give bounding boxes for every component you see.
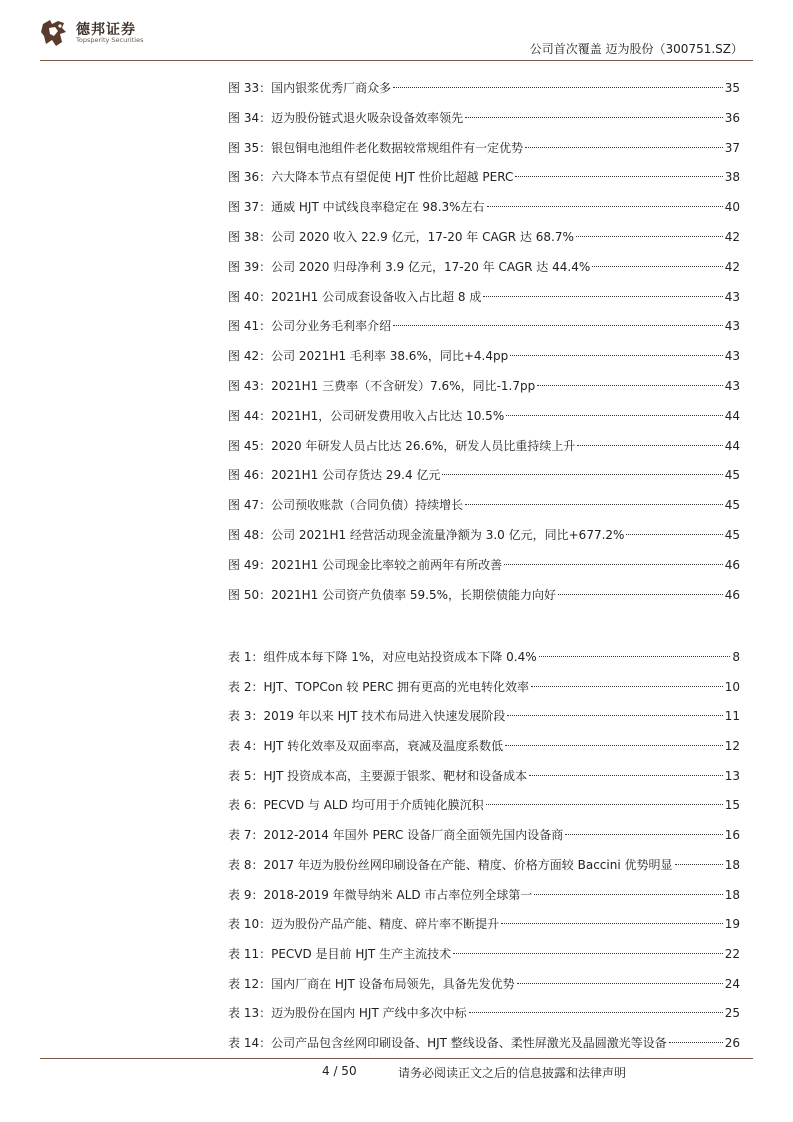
dot-leader xyxy=(442,474,722,475)
table-entry[interactable] xyxy=(228,970,740,1000)
footer-divider xyxy=(40,1058,753,1059)
table-entry-title: 表 5：HJT 投资成本高，主要源于银浆、靶材和设备成本 xyxy=(228,768,528,783)
table-entry-title: 表 13：迈为股份在国内 HJT 产线中多次中标 xyxy=(228,1006,467,1021)
figure-entry-title: 图 50：2021H1 公司资产负债率 59.5%，长期偿债能力向好 xyxy=(228,587,557,602)
table-entry-title: 表 3：2019 年以来 HJT 技术布局进入快速发展阶段 xyxy=(228,709,506,724)
figure-entry-page: 45 xyxy=(724,527,740,542)
table-entry[interactable] xyxy=(228,851,740,881)
table-entry[interactable] xyxy=(228,940,740,970)
table-entry-page: 18 xyxy=(724,887,740,902)
figure-entry-page: 45 xyxy=(724,468,740,483)
figure-entry-title: 图 34：迈为股份链式退火吸杂设备效率领先 xyxy=(228,110,464,125)
table-entry-page: 18 xyxy=(724,857,740,872)
figure-entry[interactable] xyxy=(228,223,740,253)
figure-entry-title: 图 33：国内银浆优秀厂商众多 xyxy=(228,81,392,95)
figure-entry-page: 42 xyxy=(724,259,740,274)
figure-entry-title: 图 45：2020 年研发人员占比达 26.6%，研发人员比重持续上升 xyxy=(228,438,576,453)
dot-leader xyxy=(576,236,723,237)
table-entry-page: 19 xyxy=(724,917,740,932)
figure-entry[interactable] xyxy=(228,461,740,491)
dot-leader xyxy=(505,745,723,746)
table-entry[interactable] xyxy=(228,999,740,1029)
figure-entry-page: 43 xyxy=(724,378,740,393)
figure-entry[interactable] xyxy=(228,581,740,611)
table-entry-page: 15 xyxy=(724,798,740,813)
table-entry-title: 表 2：HJT、TOPCon 较 PERC 拥有更高的光电转化效率 xyxy=(228,679,530,694)
dot-leader xyxy=(501,923,723,924)
table-entry-page: 12 xyxy=(724,739,740,754)
table-entry-title: 表 9：2018-2019 年微导纳米 ALD 市占率位列全球第一 xyxy=(228,887,533,902)
dot-leader xyxy=(577,445,722,446)
table-index-list xyxy=(228,643,740,1059)
figure-entry-title: 图 44：2021H1，公司研发费用收入占比达 10.5% xyxy=(228,408,505,423)
dot-leader xyxy=(675,864,723,865)
table-entry-page: 16 xyxy=(724,828,740,843)
figure-entry[interactable] xyxy=(228,104,740,134)
dot-leader xyxy=(558,594,723,595)
figure-entry-page: 43 xyxy=(724,349,740,364)
table-entry-title: 表 6：PECVD 与 ALD 均可用于介质钝化膜沉积 xyxy=(228,798,484,813)
figure-entry[interactable] xyxy=(228,163,740,193)
figure-entry-page: 44 xyxy=(724,438,740,453)
page-header xyxy=(0,0,793,64)
dot-leader xyxy=(469,1012,723,1013)
dot-leader xyxy=(537,385,722,386)
dot-leader xyxy=(483,296,722,297)
table-entry[interactable] xyxy=(228,1029,740,1059)
figure-entry[interactable] xyxy=(228,134,740,164)
figure-entry-page: 42 xyxy=(724,229,740,244)
table-entry-title: 表 10：迈为股份产品产能、精度、碎片率不断提升 xyxy=(228,917,500,932)
figure-entry[interactable] xyxy=(228,551,740,581)
dot-leader xyxy=(465,504,723,505)
header-divider xyxy=(40,60,753,61)
dot-leader xyxy=(393,325,723,326)
figure-entry[interactable] xyxy=(228,312,740,342)
table-entry[interactable] xyxy=(228,702,740,732)
table-entry-page: 22 xyxy=(724,946,740,961)
figure-entry-page: 37 xyxy=(724,140,740,155)
figure-entry-title: 图 36：六大降本节点有望促使 HJT 性价比超越 PERC xyxy=(228,170,514,185)
dot-leader xyxy=(393,87,723,88)
figure-entry-title: 图 40：2021H1 公司成套设备收入占比超 8 成 xyxy=(228,289,482,304)
figure-entry-page: 44 xyxy=(724,408,740,423)
figure-entry-page: 43 xyxy=(724,289,740,304)
table-entry-page: 26 xyxy=(724,1035,740,1050)
dot-leader xyxy=(506,415,723,416)
figure-entry-page: 45 xyxy=(724,498,740,513)
figure-entry-title: 图 46：2021H1 公司存货达 29.4 亿元 xyxy=(228,468,441,483)
table-entry-title: 表 12：国内厂商在 HJT 设备布局领先，具备先发优势 xyxy=(228,976,515,991)
dot-leader xyxy=(507,715,722,716)
dot-leader xyxy=(592,266,722,267)
table-entry-title: 表 4：HJT 转化效率及双面率高，衰减及温度系数低 xyxy=(228,739,504,754)
legal-disclaimer: 请务必阅读正文之后的信息披露和法律声明 xyxy=(398,1066,627,1080)
figure-entry-title: 图 38：公司 2020 收入 22.9 亿元，17-20 年 CAGR 达 68.7% xyxy=(228,229,574,244)
table-entry-title: 表 11：PECVD 是目前 HJT 生产主流技术 xyxy=(228,946,452,961)
table-entry-page: 8 xyxy=(732,650,740,664)
table-entry-page: 13 xyxy=(724,768,740,783)
dot-leader xyxy=(453,953,723,954)
table-entry[interactable] xyxy=(228,762,740,792)
figure-entry-title: 图 37：通威 HJT 中试线良率稳定在 98.3%左右 xyxy=(228,200,485,215)
figure-entry-title: 图 42：公司 2021H1 毛利率 38.6%，同比+4.4pp xyxy=(228,349,509,364)
dot-leader xyxy=(517,983,723,984)
table-entry-page: 24 xyxy=(724,976,740,991)
table-entry-title: 表 1：组件成本每下降 1%，对应电站投资成本下降 0.4% xyxy=(228,650,537,664)
figure-entry-title: 图 49：2021H1 公司现金比率较之前两年有所改善 xyxy=(228,557,503,572)
dot-leader xyxy=(465,117,723,118)
figure-entry-page: 46 xyxy=(724,557,740,572)
figure-entry[interactable] xyxy=(228,342,740,372)
table-entry[interactable] xyxy=(228,732,740,762)
figure-entry[interactable] xyxy=(228,491,740,521)
table-entry-title: 表 7：2012-2014 年国外 PERC 设备厂商全面领先国内设备商 xyxy=(228,828,564,843)
page-number: 4 / 50 xyxy=(322,1064,357,1078)
dot-leader xyxy=(534,894,722,895)
table-entry[interactable] xyxy=(228,910,740,940)
table-entry-title: 表 14：公司产品包含丝网印刷设备、HJT 整线设备、柔性屏激光及晶圆激光等设备 xyxy=(228,1035,667,1050)
figure-entry-page: 35 xyxy=(724,81,740,95)
dot-leader xyxy=(525,147,723,148)
dot-leader xyxy=(510,355,722,356)
figure-entry[interactable] xyxy=(228,402,740,432)
dot-leader xyxy=(669,1042,723,1043)
figure-entry-page: 43 xyxy=(724,319,740,334)
table-entry[interactable] xyxy=(228,881,740,911)
figure-entry[interactable] xyxy=(228,283,740,313)
header-report-title: 公司首次覆盖 迈为股份（300751.SZ） xyxy=(529,42,743,56)
figure-entry[interactable] xyxy=(228,253,740,283)
logo-text-en: Topsperity Securities xyxy=(76,36,144,44)
figure-entry-page: 46 xyxy=(724,587,740,602)
dot-leader xyxy=(487,206,723,207)
figure-entry-title: 图 48：公司 2021H1 经营活动现金流量净额为 3.0 亿元，同比+677.2% xyxy=(228,527,625,542)
company-logo-icon xyxy=(40,18,68,48)
table-entry[interactable] xyxy=(228,791,740,821)
figure-entry-title: 图 43：2021H1 三费率（不含研发）7.6%，同比-1.7pp xyxy=(228,378,536,393)
figure-entry[interactable] xyxy=(228,521,740,551)
dot-leader xyxy=(565,834,722,835)
table-entry[interactable] xyxy=(228,643,740,673)
figure-entry-page: 40 xyxy=(724,200,740,215)
dot-leader xyxy=(504,564,723,565)
dot-leader xyxy=(531,686,723,687)
table-entry-page: 25 xyxy=(724,1006,740,1021)
figure-entry[interactable] xyxy=(228,432,740,462)
figure-entry-title: 图 35：银包铜电池组件老化数据较常规组件有一定优势 xyxy=(228,140,524,155)
table-entry[interactable] xyxy=(228,821,740,851)
dot-leader xyxy=(529,775,723,776)
dot-leader xyxy=(515,176,722,177)
dot-leader xyxy=(626,534,722,535)
figure-entry[interactable] xyxy=(228,74,740,104)
figure-entry-page: 36 xyxy=(724,110,740,125)
dot-leader xyxy=(486,804,723,805)
figure-entry-title: 图 39：公司 2020 归母净利 3.9 亿元，17-20 年 CAGR 达 44.4% xyxy=(228,259,591,274)
figure-entry-title: 图 41：公司分业务毛利率介绍 xyxy=(228,319,392,334)
dot-leader xyxy=(539,656,731,657)
figure-entry[interactable] xyxy=(228,193,740,223)
figure-index-list xyxy=(228,74,740,610)
logo-text-cn: 德邦证券 xyxy=(76,22,136,38)
figure-entry-title: 图 47：公司预收账款（合同负债）持续增长 xyxy=(228,498,464,513)
figure-entry[interactable] xyxy=(228,372,740,402)
table-entry-title: 表 8：2017 年迈为股份丝网印刷设备在产能、精度、价格方面较 Baccini 优势明显 xyxy=(228,857,673,872)
table-entry[interactable] xyxy=(228,673,740,703)
table-entry-page: 11 xyxy=(724,709,740,724)
figure-entry-page: 38 xyxy=(724,170,740,185)
table-entry-page: 10 xyxy=(724,679,740,694)
